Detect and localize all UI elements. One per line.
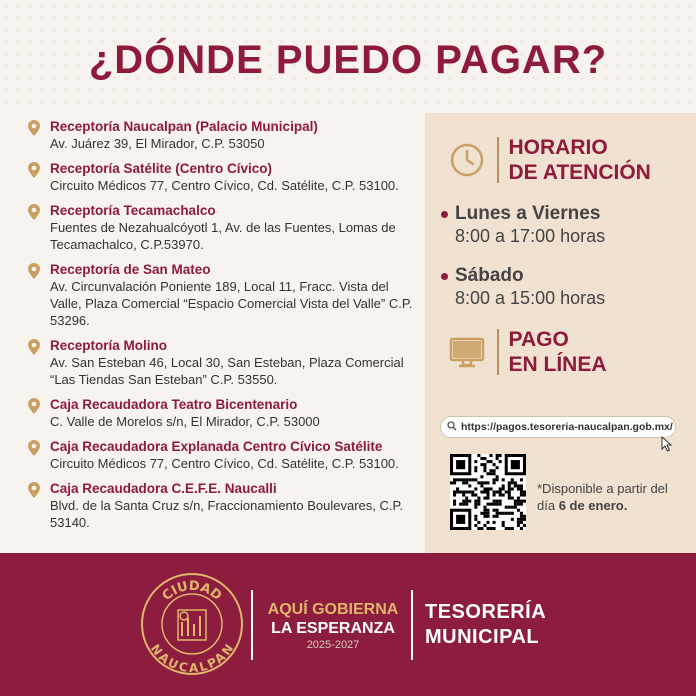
divider: [497, 329, 499, 375]
location-item: [28, 396, 413, 430]
divider: [497, 137, 499, 183]
location-name: Receptoría Molino: [50, 338, 168, 353]
schedule-hours: 8:00 a 15:00 horas: [455, 288, 606, 308]
location-pin-icon: [28, 396, 50, 430]
location-name: Receptoría Tecamachalco: [50, 203, 216, 218]
schedule-item: [455, 203, 696, 247]
footer-divider: [251, 590, 253, 660]
svg-text:CIUDAD: CIUDAD: [159, 578, 225, 604]
location-address: Av. San Esteban 46, Local 30, San Esteban, Plaza Comercial “Las Tiendas San Esteban” C.P. 53550.: [50, 355, 404, 387]
location-address: Av. Juárez 39, El Mirador, C.P. 53050: [50, 136, 265, 151]
online-title: PAGO EN LÍNEA: [508, 328, 607, 376]
location-pin-icon: [28, 261, 50, 329]
footer-divider: [411, 590, 413, 660]
payment-url-text[interactable]: https://pagos.tesoreria-naucalpan.gob.mx/: [461, 421, 673, 433]
location-address: Av. Circunvalación Poniente 189, Local 11, Fracc. Vista del Valle, Plaza Comercial “Espacio Comercial Vista del Valle” C.P. 53296.: [50, 279, 413, 328]
location-pin-icon: [28, 118, 50, 152]
city-seal-logo: [140, 572, 244, 676]
monitor-icon: [447, 332, 487, 372]
location-name: Receptoría Naucalpan (Palacio Municipal): [50, 119, 318, 134]
location-pin-icon: [28, 202, 50, 253]
location-name: Receptoría de San Mateo: [50, 262, 211, 277]
location-pin-icon: [28, 160, 50, 194]
schedule-day: Lunes a Viernes: [455, 203, 696, 225]
location-name: Receptoría Satélite (Centro Cívico): [50, 161, 273, 176]
location-address: Circuito Médicos 77, Centro Cívico, Cd. Satélite, C.P. 53100.: [50, 178, 399, 193]
department-name: TESORERÍA MUNICIPAL: [425, 601, 547, 648]
location-name: Caja Recaudadora Explanada Centro Cívico Satélite: [50, 439, 383, 454]
location-address: Circuito Médicos 77, Centro Cívico, Cd. Satélite, C.P. 53100.: [50, 456, 399, 471]
location-pin-icon: [28, 337, 50, 388]
qr-code[interactable]: [450, 454, 526, 530]
search-icon: [447, 421, 457, 431]
location-item: [28, 160, 413, 194]
location-pin-icon: [28, 480, 50, 531]
location-address: C. Valle de Morelos s/n, El Mirador, C.P. 53000: [50, 414, 320, 429]
location-name: Caja Recaudadora C.E.F.E. Naucalli: [50, 481, 277, 496]
location-address: Blvd. de la Santa Cruz s/n, Fraccionamiento Boulevares, C.P. 53140.: [50, 498, 404, 530]
availability-note: *Disponible a partir del día 6 de enero.: [537, 481, 668, 513]
clock-icon: [447, 140, 487, 180]
svg-text:NAUCALPAN: NAUCALPAN: [147, 641, 237, 676]
location-item: [28, 202, 413, 253]
schedule-title: HORARIO DE ATENCIÓN: [508, 136, 651, 184]
location-item: [28, 480, 413, 531]
schedule-list: [455, 203, 696, 309]
page-title: ¿DÓNDE PUEDO PAGAR?: [88, 38, 608, 82]
online-header: [447, 327, 696, 377]
schedule-header: [447, 135, 696, 185]
slogan: AQUÍ GOBIERNA LA ESPERANZA 2025-2027: [267, 601, 399, 651]
location-name: Caja Recaudadora Teatro Bicentenario: [50, 397, 298, 412]
location-item: [28, 438, 413, 472]
location-item: [28, 261, 413, 329]
payment-url-bar[interactable]: [440, 416, 676, 438]
schedule-hours: 8:00 a 17:00 horas: [455, 226, 606, 246]
cursor-icon: [661, 436, 675, 452]
locations-list: [28, 118, 413, 539]
location-address: Fuentes de Nezahualcóyotl 1, Av. de las Fuentes, Lomas de Tecamachalco, C.P.53970.: [50, 220, 396, 252]
location-item: [28, 337, 413, 388]
schedule-day: Sábado: [455, 265, 696, 287]
schedule-item: [455, 265, 696, 309]
location-pin-icon: [28, 438, 50, 472]
location-item: [28, 118, 413, 152]
